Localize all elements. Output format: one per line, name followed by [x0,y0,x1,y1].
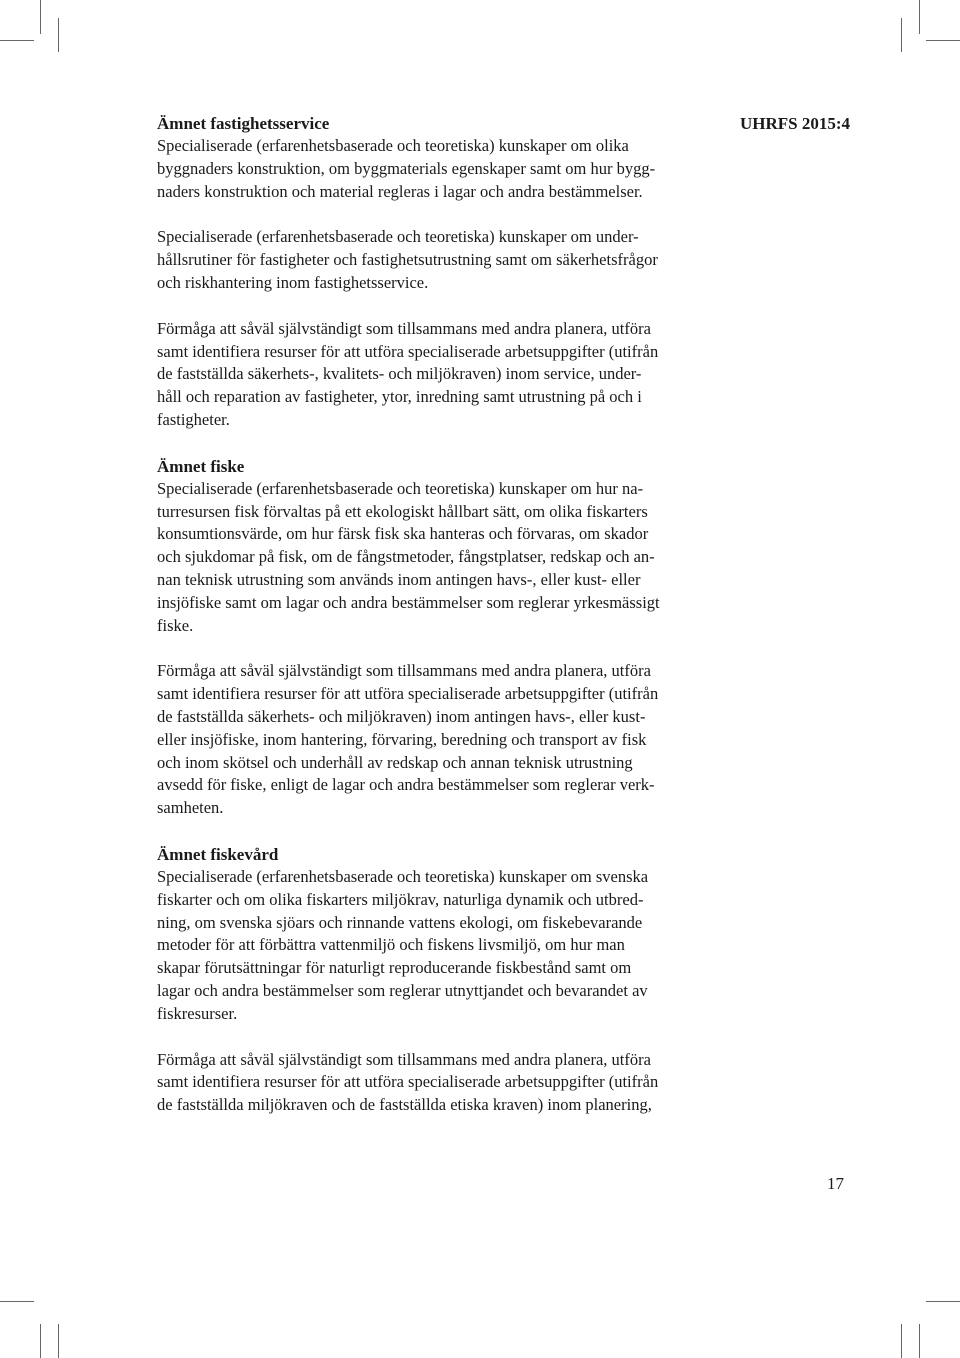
text-line: Förmåga att såväl självständigt som tillsammans med andra planera, utföra [157,318,651,338]
section-spacer [157,432,697,455]
text-line: konsumtionsvärde, om hur färsk fisk ska hanteras och förvaras, om skador [157,524,649,544]
text-line: avsedd för fiske, enligt de lagar och andra bestämmelser som reglerar verk- [157,775,655,795]
text-line: de fastställda säkerhets- och miljökraven) inom antingen havs-, eller kust- [157,706,646,726]
text-line: lagar och andra bestämmelser som reglerar utnyttjandet och bevarandet av [157,980,648,1000]
text-line: de fastställda säkerhets-, kvalitets- och miljökraven) inom service, under- [157,364,642,384]
crop-mark [40,1324,41,1358]
text-line: håll och reparation av fastigheter, ytor, inredning samt utrustning på och i [157,387,642,407]
crop-mark [926,1301,960,1302]
crop-mark [919,0,920,34]
paragraph-spacer [157,203,697,226]
crop-mark [901,1324,902,1358]
text-line: Specialiserade (erfarenhetsbaserade och teoretiska) kunskaper om svenska [157,866,649,886]
text-line: samt identifiera resurser för att utföra specialiserade arbetsuppgifter (utifrån [157,341,659,361]
crop-mark [0,1301,34,1302]
section-heading: Ämnet fastighetsservice [157,114,330,133]
section-heading: Ämnet fiske [157,456,245,476]
subject-section [157,843,697,1117]
text-line: hållsrutiner för fastigheter och fastighetsutrustning samt om säkerhetsfrågor [157,250,658,270]
text-line: och riskhantering inom fastighetsservice. [157,272,429,292]
body-paragraph [157,318,697,432]
body-paragraph [157,660,697,820]
body-paragraph [157,1049,697,1117]
text-line: turresursen fisk förvaltas på ett ekologiskt hållbart sätt, om olika fiskarters [157,501,648,521]
text-line: skapar förutsättningar för naturligt reproducerande fiskbestånd samt om [157,958,632,978]
crop-mark [40,0,41,34]
document-code: UHRFS 2015:4 [739,114,850,133]
paragraph-spacer [157,637,697,660]
text-line: Förmåga att såväl självständigt som tillsammans med andra planera, utföra [157,1049,651,1069]
text-line: samt identifiera resurser för att utföra specialiserade arbetsuppgifter (utifrån [157,1072,659,1092]
text-line: Specialiserade (erfarenhetsbaserade och teoretiska) kunskaper om under- [157,227,639,247]
text-line: byggnaders konstruktion, om byggmaterials egenskaper samt om hur bygg- [157,158,656,178]
crop-mark [901,18,902,52]
text-line: fiskarter och om olika fiskarters miljökrav, naturliga dynamik och utbred- [157,889,644,909]
section-spacer [157,820,697,843]
text-line: eller insjöfiske, inom hantering, förvaring, beredning och transport av fisk [157,729,647,749]
text-line: Specialiserade (erfarenhetsbaserade och teoretiska) kunskaper om olika [157,136,629,155]
paragraph-spacer [157,1026,697,1049]
paragraph-spacer [157,295,697,318]
page-number: 17 [827,1174,844,1193]
body-paragraph [157,226,697,294]
text-line: fiskresurser. [157,1003,238,1023]
document-body [157,112,697,1117]
text-line: och sjukdomar på fisk, om de fångstmetoder, fångstplatser, redskap och an- [157,547,655,567]
crop-mark [926,40,960,41]
subject-section [157,112,697,432]
text-line: samheten. [157,798,224,818]
subject-section [157,455,697,820]
text-line: ning, om svenska sjöars och rinnande vattens ekologi, om fiskebevarande [157,912,643,932]
crop-mark [0,40,34,41]
text-line: metoder för att förbättra vattenmiljö och fiskens livsmiljö, om hur man [157,935,625,955]
body-paragraph [157,866,697,1026]
section-heading: Ämnet fiskevård [157,844,279,864]
text-line: och inom skötsel och underhåll av redskap och annan teknisk utrustning [157,752,633,772]
body-paragraph [157,478,697,638]
text-line: insjöfiske samt om lagar och andra bestämmelser som reglerar yrkesmässigt [157,592,660,612]
crop-mark [58,1324,59,1358]
crop-mark [58,18,59,52]
text-line: fastigheter. [157,409,230,429]
body-paragraph [157,135,697,203]
text-line: Specialiserade (erfarenhetsbaserade och teoretiska) kunskaper om hur na- [157,478,644,498]
text-line: nan teknisk utrustning som används inom antingen havs-, eller kust- eller [157,569,641,589]
crop-mark [919,1324,920,1358]
text-line: samt identifiera resurser för att utföra specialiserade arbetsuppgifter (utifrån [157,684,659,704]
text-line: de fastställda miljökraven och de fastställda etiska kraven) inom planering, [157,1095,652,1115]
text-line: naders konstruktion och material regleras i lagar och andra bestämmelser. [157,181,643,201]
text-line: fiske. [157,615,194,635]
text-line: Förmåga att såväl självständigt som tillsammans med andra planera, utföra [157,661,651,681]
